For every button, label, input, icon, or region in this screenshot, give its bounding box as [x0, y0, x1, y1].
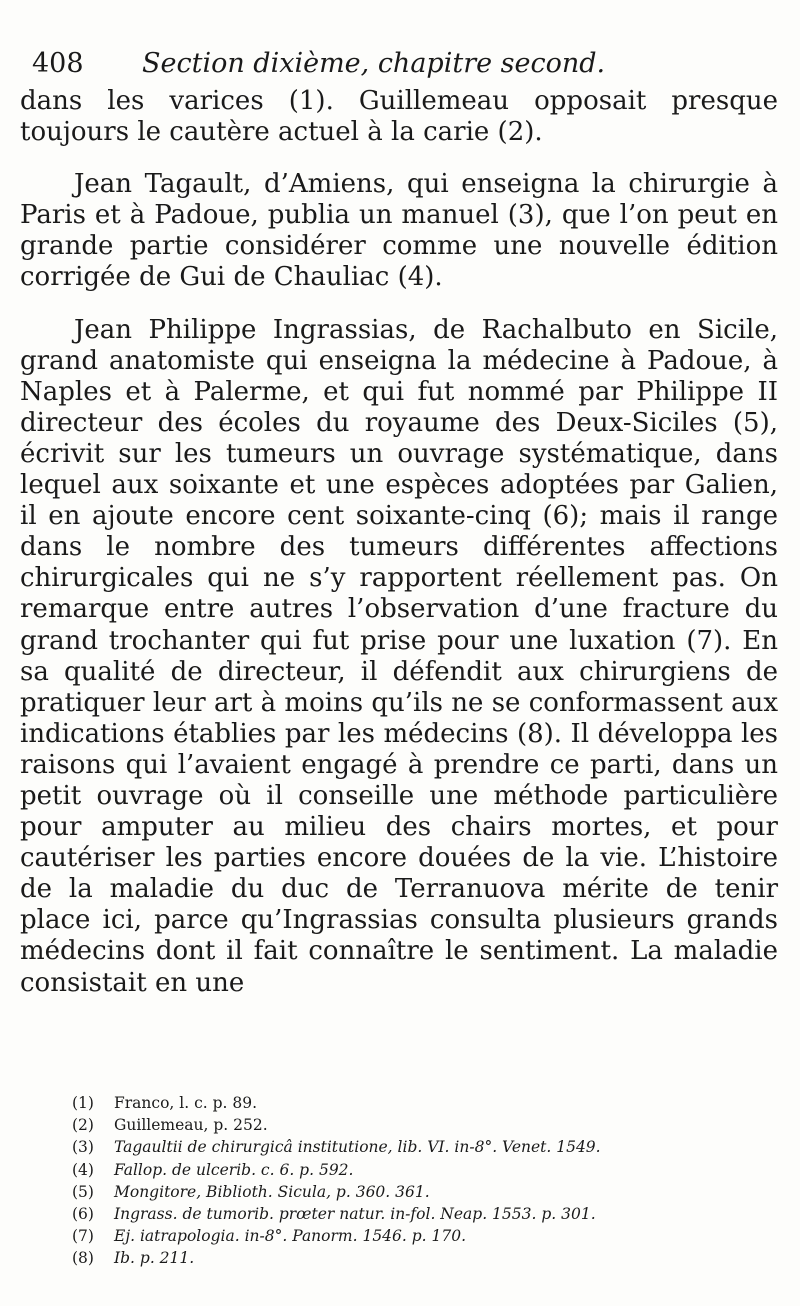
footnote-number: (8) — [72, 1249, 94, 1268]
footnote-text: Ib. p. 211. — [114, 1249, 195, 1268]
footnote-text: Mongitore, Biblioth. Sicula, p. 360. 361. — [114, 1182, 430, 1201]
footnote-number: (4) — [72, 1160, 94, 1179]
running-title: Section dixième, chapitre second. — [142, 48, 606, 79]
footnote-text: Ej. iatrapologia. in-8°. Panorm. 1546. p. 170. — [114, 1227, 467, 1246]
footnote-text: Franco, l. c. p. 89. — [114, 1094, 258, 1112]
footnote-number: (5) — [72, 1182, 94, 1201]
footnote — [72, 1247, 752, 1269]
body-text — [20, 86, 778, 999]
paragraph-ingrassias: Jean Philippe Ingrassias, de Rachalbuto en Sicile, grand anatomiste qui enseigna la médecine à Padoue, à Naples et à Palerme, et qui fut nommé par Philippe II directeur des écoles du royaume des Deux-Siciles (5), écrivit sur les tumeurs un ouvrage systématique, dans lequel aux soixante et une espèces adoptées par Galien, il en ajoute encore cent soixante-cinq (6); mais il range dans le nombre des tumeurs différentes affections chirurgicales qui ne s’y rapportent réellement pas. On remarque entre autres l’observation d’une fracture du grand trochanter qui fut prise pour une luxation (7). En sa qualité de directeur, il défendit aux chirurgiens de pratiquer leur art à moins qu’ils ne se conformassent aux indications établies par les médecins (8). Il développa les raisons qui l’avaient engagé à prendre ce parti, dans un petit ouvrage où il conseille une méthode particulière pour amputer au milieu des chairs mortes, et pour cautériser les parties encore douées de la vie. L’histoire de la maladie du duc de Terranuova mérite de tenir place ici, parce qu’Ingrassias consulta plusieurs grands médecins dont il fait connaître le sentiment. La maladie consistait en une — [20, 314, 778, 998]
footnote-number: (7) — [72, 1227, 94, 1246]
footnote — [72, 1114, 752, 1136]
footnote — [72, 1225, 752, 1247]
footnote — [72, 1181, 752, 1203]
footnote-text: Guillemeau, p. 252. — [114, 1116, 268, 1135]
page-header — [32, 44, 752, 84]
footnote — [72, 1136, 752, 1158]
paragraph-tagault: Jean Tagault, d’Amiens, qui enseigna la chirurgie à Paris et à Padoue, publia un manuel (3), que l’on peut en grande partie considérer comme une nouvelle édition corrigée de Gui de Chauliac (4). — [20, 169, 778, 293]
footnote — [72, 1203, 752, 1225]
footnote-text: Ingrass. de tumorib. prœter natur. in-fol. Neap. 1553. p. 301. — [114, 1205, 596, 1224]
page-number: 408 — [32, 48, 84, 79]
footnote-number: (3) — [72, 1138, 94, 1157]
footnote — [72, 1092, 752, 1114]
paragraph-continuation: dans les varices (1). Guillemeau opposait presque toujours le cautère actuel à la carie (2). — [20, 86, 778, 148]
footnote-number: (1) — [72, 1094, 94, 1112]
footnote — [72, 1159, 752, 1181]
footnote-number: (2) — [72, 1116, 94, 1135]
footnotes — [72, 1092, 752, 1270]
footnote-number: (6) — [72, 1205, 94, 1224]
footnote-text: Fallop. de ulcerib. c. 6. p. 592. — [114, 1160, 354, 1179]
footnote-text: Tagaultii de chirurgicâ institutione, lib. VI. in-8°. Venet. 1549. — [114, 1138, 601, 1157]
